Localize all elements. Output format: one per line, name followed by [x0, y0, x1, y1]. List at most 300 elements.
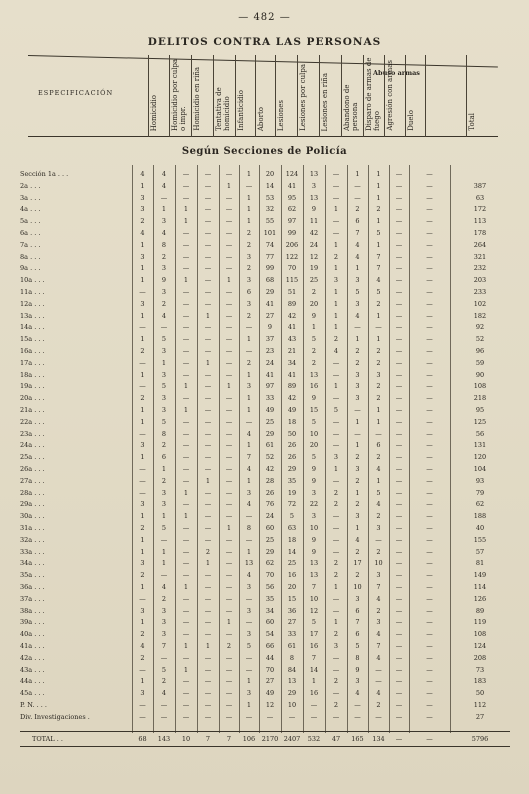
table-cell: 3 [246, 630, 252, 639]
row-label: 27a . . . [20, 476, 45, 485]
table-cell: — [426, 240, 433, 249]
table-cell: 264 [473, 240, 487, 249]
table-cell: 1 [205, 559, 211, 568]
row-label: 2a . . . [20, 181, 41, 190]
table-cell: — [332, 217, 340, 226]
table-cell: — [225, 193, 233, 202]
table-cell: — [426, 323, 433, 332]
table-row [20, 713, 510, 724]
table-cell: 3 [140, 193, 145, 202]
table-cell: 1 [246, 394, 252, 403]
table-cell: — [225, 288, 233, 296]
table-cell: — [332, 358, 340, 367]
table-cell: 5 [161, 335, 167, 344]
table-cell: — [204, 677, 212, 686]
table-cell: — [225, 394, 233, 403]
table-cell: 6 [355, 630, 360, 639]
table-row [20, 571, 510, 582]
table-cell: — [395, 441, 403, 450]
table-cell: — [395, 453, 403, 462]
table-row [20, 441, 510, 452]
table-cell: — [182, 394, 190, 403]
table-row [20, 217, 510, 228]
table-cell: 126 [473, 594, 487, 603]
table-cell: 62 [265, 559, 275, 568]
table-cell: — [139, 665, 146, 674]
table-row [20, 512, 510, 523]
table-cell: 5 [161, 524, 167, 532]
table-cell: 23 [265, 347, 275, 355]
row-label: 24a . . . [20, 441, 45, 450]
table-cell: 1 [183, 583, 189, 591]
table-cell: 8 [355, 653, 360, 662]
table-cell: 29 [265, 429, 275, 438]
table-cell: 1 [140, 535, 145, 544]
page-title: DELITOS CONTRA LAS PERSONAS [147, 36, 382, 48]
table-cell: 4 [376, 276, 381, 285]
table-cell: — [160, 535, 168, 544]
table-cell: — [395, 500, 403, 509]
table-cell: 79 [475, 488, 485, 497]
table-cell: — [245, 535, 253, 544]
table-cell: — [395, 512, 403, 521]
table-cell: — [225, 205, 233, 214]
table-cell: — [395, 701, 403, 709]
table-cell: 203 [473, 276, 487, 285]
table-row [20, 229, 510, 240]
table-cell: 2 [376, 512, 381, 521]
table-cell: 5 [376, 229, 381, 237]
table-cell: — [426, 170, 433, 178]
table-cell: 73 [475, 665, 485, 674]
table-cell: 1 [140, 181, 145, 190]
table-cell: 102 [473, 299, 487, 308]
table-cell: 2 [161, 594, 167, 603]
header-column-label: Disparo de armas de fuego [365, 57, 381, 131]
table-cell: 1 [376, 217, 381, 226]
table-cell: — [395, 347, 403, 355]
table-cell: 131 [473, 441, 487, 450]
table-cell: 32 [265, 205, 275, 214]
table-cell: 1 [161, 358, 167, 367]
table-cell: 56 [265, 583, 275, 591]
table-cell: — [395, 677, 403, 686]
table-cell: 24 [309, 240, 319, 249]
table-cell: 2 [161, 476, 167, 485]
table-cell: 1 [376, 335, 381, 344]
header-column-rule [384, 55, 385, 137]
table-cell: — [160, 701, 168, 709]
table-cell: 4 [355, 535, 360, 544]
table-cell: 41 [287, 370, 297, 379]
header-top-rule [28, 55, 498, 67]
table-cell: 6 [355, 606, 360, 615]
table-cell: 1 [355, 170, 360, 178]
table-cell: 208 [473, 653, 487, 662]
table-cell: — [245, 594, 253, 603]
header-column-rule [275, 55, 276, 137]
header-column-label: Total [468, 113, 476, 131]
table-cell: 9 [311, 547, 317, 556]
table-cell: 1 [376, 476, 381, 485]
table-cell: — [160, 712, 168, 721]
table-cell: 1 [333, 240, 339, 249]
table-cell: — [375, 665, 382, 674]
table-cell: — [204, 170, 212, 178]
row-label: 30a . . . [20, 512, 45, 521]
table-cell: — [426, 335, 433, 344]
table-cell: 1 [333, 311, 339, 320]
table-cell: — [426, 370, 433, 379]
table-cell: 2 [161, 299, 167, 308]
row-label: 43a . . . [20, 665, 45, 674]
table-cell: 3 [140, 205, 145, 214]
header-column-rule [466, 55, 467, 137]
table-cell: — [204, 382, 212, 391]
table-cell: — [182, 630, 190, 639]
table-cell: 149 [473, 571, 487, 580]
table-header [28, 55, 498, 137]
table-cell: 3 [246, 583, 252, 591]
table-cell: 6 [376, 441, 381, 450]
table-cell: 3 [161, 217, 167, 226]
table-cell: — [426, 217, 433, 226]
row-label: 9a . . . [20, 264, 41, 273]
table-cell: — [354, 701, 361, 709]
table-cell: 1 [333, 618, 339, 627]
table-cell: 4 [161, 311, 167, 320]
table-cell: — [395, 382, 403, 391]
table-cell: 96 [475, 347, 485, 355]
table-cell: — [182, 429, 190, 438]
table-cell: 2 [376, 394, 381, 403]
row-label: 38a . . . [20, 606, 45, 615]
table-cell: 10 [374, 559, 383, 568]
table-cell: 1 [140, 335, 145, 344]
table-cell: 41 [287, 181, 297, 190]
table-cell: 2 [333, 630, 339, 639]
table-cell: 49 [265, 406, 275, 414]
table-cell: — [395, 524, 403, 532]
table-cell: — [160, 653, 168, 662]
table-cell: 3 [333, 453, 339, 462]
table-row [20, 312, 510, 323]
table-cell: 62 [287, 205, 297, 214]
row-label: 5a . . . [20, 217, 41, 226]
table-cell: 4 [376, 689, 381, 698]
table-cell: 155 [473, 535, 487, 544]
header-column-label: Aborto [257, 106, 265, 131]
table-cell: 49 [265, 689, 275, 698]
table-cell: 9 [267, 323, 273, 332]
table-cell: 70 [287, 264, 297, 273]
row-label: 20a . . . [20, 394, 45, 403]
table-row [20, 300, 510, 311]
header-bottom-rule [28, 136, 498, 137]
table-cell: 2 [246, 311, 252, 320]
table-row [20, 335, 510, 346]
table-cell: — [204, 299, 212, 308]
table-cell: — [426, 406, 433, 414]
total-label: TOTAL . . [32, 735, 63, 743]
table-cell: 3 [161, 606, 167, 615]
table-cell: 2 [140, 347, 145, 355]
table-cell: 97 [287, 217, 297, 226]
header-column-rule [405, 55, 406, 137]
table-cell: 10 [353, 583, 362, 591]
table-cell: 7 [376, 642, 381, 650]
table-cell: 2 [333, 559, 339, 568]
table-cell: — [204, 453, 212, 462]
table-cell: — [182, 323, 190, 332]
table-cell: 3 [355, 512, 360, 521]
table-cell: — [395, 547, 403, 556]
row-label: Div. Investigaciones . [20, 712, 90, 721]
header-column-label: Homicidio por culpa o impr. [171, 58, 187, 131]
row-label: 45a . . . [20, 689, 45, 698]
table-cell: 7 [161, 642, 167, 650]
table-cell: — [332, 170, 340, 178]
table-cell: 20 [265, 170, 275, 178]
table-cell: — [426, 465, 433, 473]
table-cell: 1 [376, 181, 381, 190]
table-cell: 3 [246, 276, 252, 285]
table-cell: — [204, 488, 212, 497]
table-cell: 6 [246, 288, 252, 296]
table-cell: 7 [246, 453, 252, 462]
table-cell: — [225, 476, 233, 485]
table-cell: 99 [287, 229, 297, 237]
table-cell: — [204, 406, 212, 414]
table-cell: — [395, 323, 403, 332]
row-label: 25a . . . [20, 453, 45, 462]
table-cell: 1 [333, 583, 339, 591]
table-cell: 1 [333, 465, 339, 473]
table-cell: 1 [140, 276, 145, 285]
table-cell: 1 [333, 288, 339, 296]
table-row [20, 347, 510, 358]
table-cell: 124 [285, 170, 299, 178]
table-cell: 29 [265, 288, 275, 296]
table-cell: 2 [376, 701, 381, 709]
total-cell: 532 [307, 735, 321, 743]
table-cell: 5 [311, 335, 317, 344]
table-cell: — [426, 594, 433, 603]
table-cell: — [426, 347, 433, 355]
table-cell: 3 [161, 630, 167, 639]
table-cell: 2 [376, 453, 381, 462]
table-cell: 14 [309, 665, 319, 674]
table-cell: 3 [333, 642, 339, 650]
table-cell: 2 [333, 677, 339, 686]
table-cell: 2 [376, 382, 381, 391]
header-column-label: Agresión con armas [386, 60, 394, 131]
header-column-rule [319, 55, 320, 137]
row-label: 22a . . . [20, 417, 45, 426]
table-cell: — [182, 594, 190, 603]
table-cell: 2 [226, 642, 232, 650]
row-label: 11a . . . [20, 288, 45, 296]
table-cell: 2 [140, 630, 145, 639]
table-cell: — [204, 205, 212, 214]
table-cell: 4 [246, 500, 252, 509]
row-label: 28a . . . [20, 488, 45, 497]
total-row [20, 731, 510, 747]
table-row [20, 406, 510, 417]
table-cell: 9 [311, 465, 317, 473]
table-cell: 2 [140, 524, 145, 532]
table-cell: — [204, 441, 212, 450]
table-cell: 1 [311, 677, 317, 686]
table-cell: — [182, 229, 190, 237]
table-cell: — [204, 417, 212, 426]
table-cell: 10 [287, 701, 297, 709]
table-cell: — [395, 571, 403, 580]
table-cell: 12 [265, 701, 275, 709]
table-cell: — [225, 512, 233, 521]
table-cell: 1 [140, 453, 145, 462]
table-cell: — [182, 701, 190, 709]
table-cell: 2 [246, 264, 252, 273]
table-cell: 77 [265, 252, 275, 261]
table-cell: — [426, 618, 433, 627]
table-cell: 3 [355, 276, 360, 285]
table-cell: — [204, 323, 212, 332]
table-cell: 4 [333, 347, 339, 355]
row-label: 31a . . . [20, 524, 45, 532]
table-cell: — [245, 347, 253, 355]
table-cell: — [426, 701, 433, 709]
table-cell: 2 [333, 252, 339, 261]
table-cell: — [225, 689, 233, 698]
table-cell: — [426, 288, 433, 296]
table-row [20, 477, 510, 488]
table-cell: 1 [161, 559, 167, 568]
table-cell: 27 [265, 311, 275, 320]
table-cell: — [426, 512, 433, 521]
table-cell: 1 [246, 205, 252, 214]
table-cell: — [395, 535, 403, 544]
table-cell: — [225, 417, 233, 426]
table-cell: — [395, 181, 403, 190]
table-cell: — [225, 594, 233, 603]
table-cell: — [225, 535, 233, 544]
table-cell: 4 [376, 653, 381, 662]
table-cell: — [225, 500, 233, 509]
table-cell: — [426, 358, 433, 367]
table-cell: 3 [311, 181, 317, 190]
table-cell: — [204, 594, 212, 603]
table-cell: — [266, 712, 274, 721]
table-cell: 2 [355, 205, 360, 214]
header-column-rule [191, 55, 192, 137]
table-cell: — [225, 170, 233, 178]
table-cell: 1 [226, 382, 232, 391]
table-cell: — [204, 193, 212, 202]
table-cell: 9 [311, 311, 317, 320]
table-cell: 9 [355, 665, 360, 674]
table-row [20, 359, 510, 370]
table-cell: 1 [161, 205, 167, 214]
table-cell: 1 [140, 406, 145, 414]
table-cell: 1 [355, 335, 360, 344]
table-cell: 183 [473, 677, 487, 686]
table-cell: — [225, 583, 233, 591]
table-cell: 13 [309, 370, 319, 379]
row-label: 15a . . . [20, 335, 45, 344]
table-cell: — [160, 323, 168, 332]
table-row [20, 583, 510, 594]
table-cell: 3 [246, 488, 252, 497]
header-column-rule [169, 55, 170, 137]
table-cell: 2 [246, 240, 252, 249]
table-cell: 16 [287, 571, 297, 580]
table-cell: — [426, 311, 433, 320]
table-row [20, 394, 510, 405]
table-cell: 232 [473, 264, 487, 273]
table-cell: 1 [183, 488, 189, 497]
table-cell: — [182, 535, 190, 544]
table-cell: 6 [161, 453, 167, 462]
table-row [20, 194, 510, 205]
total-cell: 5796 [471, 735, 489, 743]
table-cell: 20 [287, 583, 297, 591]
table-cell: 4 [376, 500, 381, 509]
table-cell: — [182, 181, 190, 190]
table-cell: — [204, 524, 212, 532]
table-cell: — [225, 653, 233, 662]
table-cell: 1 [226, 276, 232, 285]
table-cell: 3 [355, 382, 360, 391]
table-cell: 3 [246, 299, 252, 308]
table-cell: 1 [140, 512, 145, 521]
table-cell: 1 [183, 665, 189, 674]
table-cell: 1 [246, 677, 252, 686]
row-label: 16a . . . [20, 347, 45, 355]
header-column-label: Tentativa de homicidio [215, 87, 231, 131]
table-cell: 2 [355, 347, 360, 355]
table-cell: 8 [289, 653, 295, 662]
table-cell: — [204, 618, 212, 627]
table-cell: 1 [333, 264, 339, 273]
table-cell: 24 [265, 358, 275, 367]
table-cell: — [139, 323, 146, 332]
table-cell: — [139, 429, 146, 438]
table-cell: — [225, 335, 233, 344]
table-cell: 1 [183, 276, 189, 285]
table-cell: 60 [265, 524, 275, 532]
table-cell: — [204, 701, 212, 709]
table-cell: — [332, 524, 340, 532]
table-cell: 172 [473, 205, 487, 214]
table-cell: — [245, 181, 253, 190]
table-cell: 3 [355, 465, 360, 473]
table-cell: — [225, 630, 233, 639]
total-cell: 134 [372, 735, 385, 743]
row-label: 41a . . . [20, 642, 45, 650]
table-cell: — [245, 323, 253, 332]
table-cell: 57 [475, 547, 485, 556]
table-cell: 114 [473, 583, 487, 591]
table-cell: 29 [287, 465, 297, 473]
table-cell: — [225, 665, 233, 674]
table-cell: 3 [246, 689, 252, 698]
table-cell: 13 [287, 677, 297, 686]
table-cell: 3 [355, 677, 360, 686]
row-label: 8a . . . [20, 252, 41, 261]
header-column-rule [235, 55, 236, 137]
table-cell: 3 [311, 488, 317, 497]
